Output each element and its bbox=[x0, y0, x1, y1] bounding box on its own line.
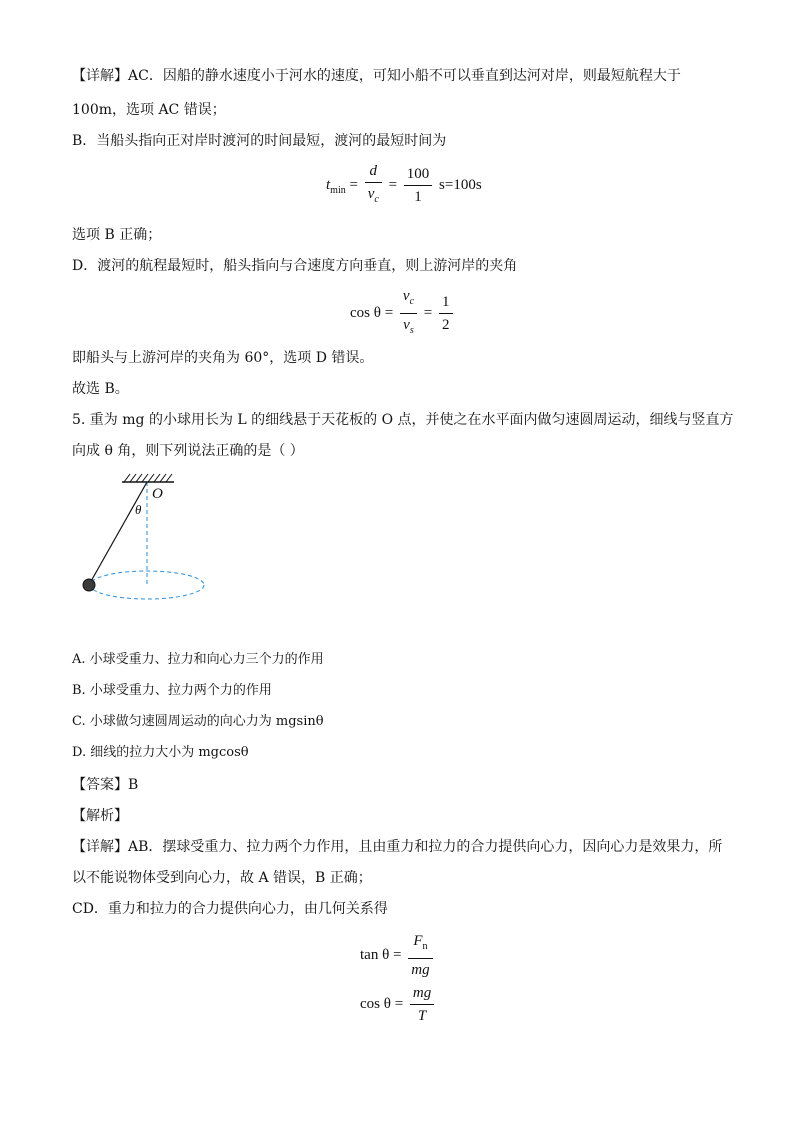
answer-line: 【答案】B bbox=[72, 777, 139, 793]
eq2-f1-num-sub: c bbox=[409, 296, 415, 307]
detail-line-3: CD．重力和拉力的合力提供向心力，由几何关系得 bbox=[72, 901, 388, 917]
explanation-line-7: 故选 B。 bbox=[72, 381, 129, 397]
eq1-fraction-2 bbox=[404, 165, 433, 206]
explanation-line-5: D．渡河的航程最短时，船头指向与合速度方向垂直，则上游河岸的夹角 bbox=[72, 258, 518, 274]
eq3-num: F bbox=[413, 933, 423, 949]
eq1-f2-num: 100 bbox=[404, 165, 433, 186]
conical-pendulum-figure bbox=[76, 472, 216, 604]
eq2-f1-den-sub: s bbox=[409, 325, 414, 336]
explanation-line-3: B．当船头指向正对岸时渡河的时间最短，渡河的最短时间为 bbox=[72, 133, 447, 149]
option-a: A. 小球受重力、拉力和向心力三个力的作用 bbox=[72, 652, 324, 667]
eq4-num: mg bbox=[410, 984, 434, 1005]
eq2-lhs: cos θ bbox=[350, 304, 381, 321]
eq3-num-sub: n bbox=[422, 941, 428, 952]
eq2-fraction-2 bbox=[439, 293, 453, 334]
eq2-f1-den: v bbox=[403, 317, 410, 333]
equation-tan bbox=[360, 932, 436, 979]
option-c: C. 小球做匀速圆周运动的向心力为 mgsinθ bbox=[72, 714, 324, 729]
eq4-den: T bbox=[417, 1008, 427, 1024]
eq1-f1-num: d bbox=[365, 162, 382, 183]
ceiling-hatch bbox=[124, 474, 172, 482]
equation-cos-tension bbox=[360, 984, 437, 1025]
eq1-lhs-sub: min bbox=[330, 184, 346, 196]
ball bbox=[83, 579, 95, 591]
eq2-f1-num: v bbox=[402, 288, 410, 304]
eq1-rhs: s=100s bbox=[439, 176, 482, 193]
explanation-line-4: 选项 B 正确； bbox=[72, 227, 162, 243]
eq2-fraction-1 bbox=[400, 287, 417, 340]
explanation-line-6: 即船头与上游河岸的夹角为 60°，选项 D 错误。 bbox=[72, 350, 374, 366]
option-b: B. 小球受重力、拉力两个力的作用 bbox=[72, 683, 272, 698]
eq1-equals: = bbox=[349, 176, 358, 193]
eq1-f1-den: v bbox=[367, 186, 375, 202]
option-d: D. 细线的拉力大小为 mgcosθ bbox=[72, 745, 249, 760]
eq1-f2-den: 1 bbox=[414, 189, 422, 205]
detail-line-2: 以不能说物体受到向心力，故 A 错误，B 正确； bbox=[72, 870, 372, 886]
equation-cos bbox=[350, 287, 456, 340]
eq1-fraction-1 bbox=[365, 162, 382, 209]
point-o-label: O bbox=[152, 486, 163, 502]
eq1-f1-den-sub: c bbox=[374, 194, 379, 205]
string-line bbox=[90, 482, 147, 583]
eq3-den: mg bbox=[411, 962, 430, 978]
angle-theta-label: θ bbox=[135, 502, 142, 517]
eq1-equals-2: = bbox=[388, 176, 398, 193]
equation-tmin bbox=[326, 162, 482, 209]
explanation-line-1: 【详解】AC．因船的静水速度小于河水的速度，可知小船不可以垂直到达河对岸，则最短航程大于 bbox=[72, 68, 681, 84]
eq4-equals: = bbox=[394, 995, 404, 1012]
eq2-equals: = bbox=[384, 304, 394, 321]
eq3-lhs: tan θ bbox=[360, 946, 390, 963]
question-5-line-2: 向成 θ 角，则下列说法正确的是（ ） bbox=[72, 443, 304, 459]
eq2-equals-2: = bbox=[423, 304, 433, 321]
question-5-line-1: 5. 重为 mg 的小球用长为 L 的细线悬于天花板的 O 点，并使之在水平面内做匀速圆周运动，细线与竖直方 bbox=[72, 412, 734, 428]
detail-line-1: 【详解】AB．摆球受重力、拉力两个力作用，且由重力和拉力的合力提供向心力，因向心力是效果力，所 bbox=[72, 839, 723, 855]
eq2-f2-den: 2 bbox=[442, 317, 450, 333]
eq4-lhs: cos θ bbox=[360, 995, 391, 1012]
analysis-heading: 【解析】 bbox=[72, 808, 128, 824]
eq4-fraction bbox=[410, 984, 434, 1025]
eq3-equals: = bbox=[393, 946, 402, 963]
eq1-lhs: t bbox=[326, 176, 331, 193]
eq2-f2-num: 1 bbox=[439, 293, 453, 314]
explanation-line-2: 100m，选项 AC 错误； bbox=[72, 102, 226, 118]
eq3-fraction bbox=[408, 932, 432, 979]
